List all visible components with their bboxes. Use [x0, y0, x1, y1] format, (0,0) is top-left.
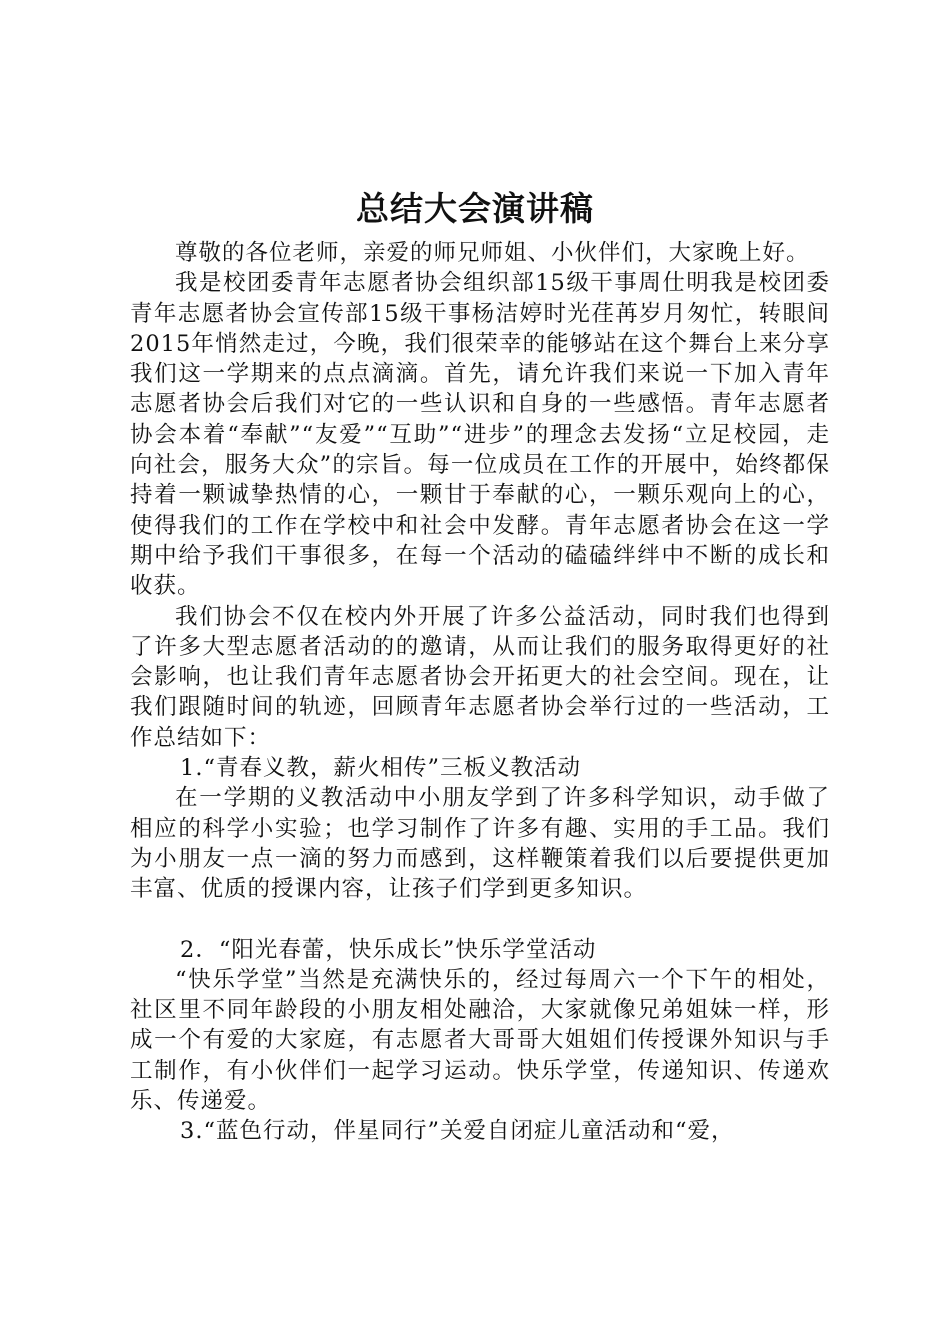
intro-paragraph: 我是校团委青年志愿者协会组织部15级干事周仕明我是校团委青年志愿者协会宣传部15级干事杨洁婷时光荏苒岁月匆忙，转眼间2015年悄然走过，今晚，我们很荣幸的能够站在这个舞台上来分享我们这一学期来的点点滴滴。首先，请允许我们来说一下加入青年志愿者协会后我们对它的一些认识和自身的一些感悟。青年志愿者协会本着“奉献”“友爱”“互助”“进步”的理念去发扬“立足校园，走向社会，服务大众”的宗旨。每一位成员在工作的开展中，始终都保持着一颗诚挚热情的心，一颗甘于奉献的心，一颗乐观向上的心，使得我们的工作在学校中和社会中发酵。青年志愿者协会在这一学期中给予我们干事很多，在每一个活动的磕磕绊绊中不断的成长和收获。 [130, 270, 830, 600]
document-body [130, 238, 830, 1147]
blank-line [130, 905, 830, 935]
greeting-paragraph: 尊敬的各位老师，亲爱的师兄师姐、小伙伴们，大家晚上好。 [175, 240, 810, 266]
document-title: 总结大会演讲稿 [356, 189, 594, 228]
item2-paragraph: “快乐学堂”当然是充满快乐的，经过每周六一个下午的相处，社区里不同年龄段的小朋友相处融洽，大家就像兄弟姐妹一样，形成一个有爱的大家庭，有志愿者大哥哥大姐姐们传授课外知识与手工制作，有小伙伴们一起学习运动。快乐学堂，传递知识、传递欢乐、传递爱。 [130, 966, 830, 1115]
item1-paragraph: 在一学期的义教活动中小朋友学到了许多科学知识，动手做了相应的科学小实验；也学习制作了许多有趣、实用的手工品。我们为小朋友一点一滴的努力而感到，这样鞭策着我们以后要提供更加丰富、优质的授课内容，让孩子们学到更多知识。 [130, 785, 830, 903]
overview-paragraph: 我们协会不仅在校内外开展了许多公益活动，同时我们也得到了许多大型志愿者活动的的邀请，从而让我们的服务取得更好的社会影响，也让我们青年志愿者协会开拓更大的社会空间。现在，让我们跟随时间的轨迹，回顾青年志愿者协会举行过的一些活动，工作总结如下： [130, 603, 830, 751]
item2-heading: 2．“阳光春蕾，快乐成长”快乐学堂活动 [180, 936, 597, 963]
item1-heading: 1.“青春义教，薪火相传”三板义教活动 [180, 755, 581, 782]
item3-heading: 3.“蓝色行动，伴星同行”关爱自闭症儿童活动和“爱， [180, 1118, 735, 1145]
